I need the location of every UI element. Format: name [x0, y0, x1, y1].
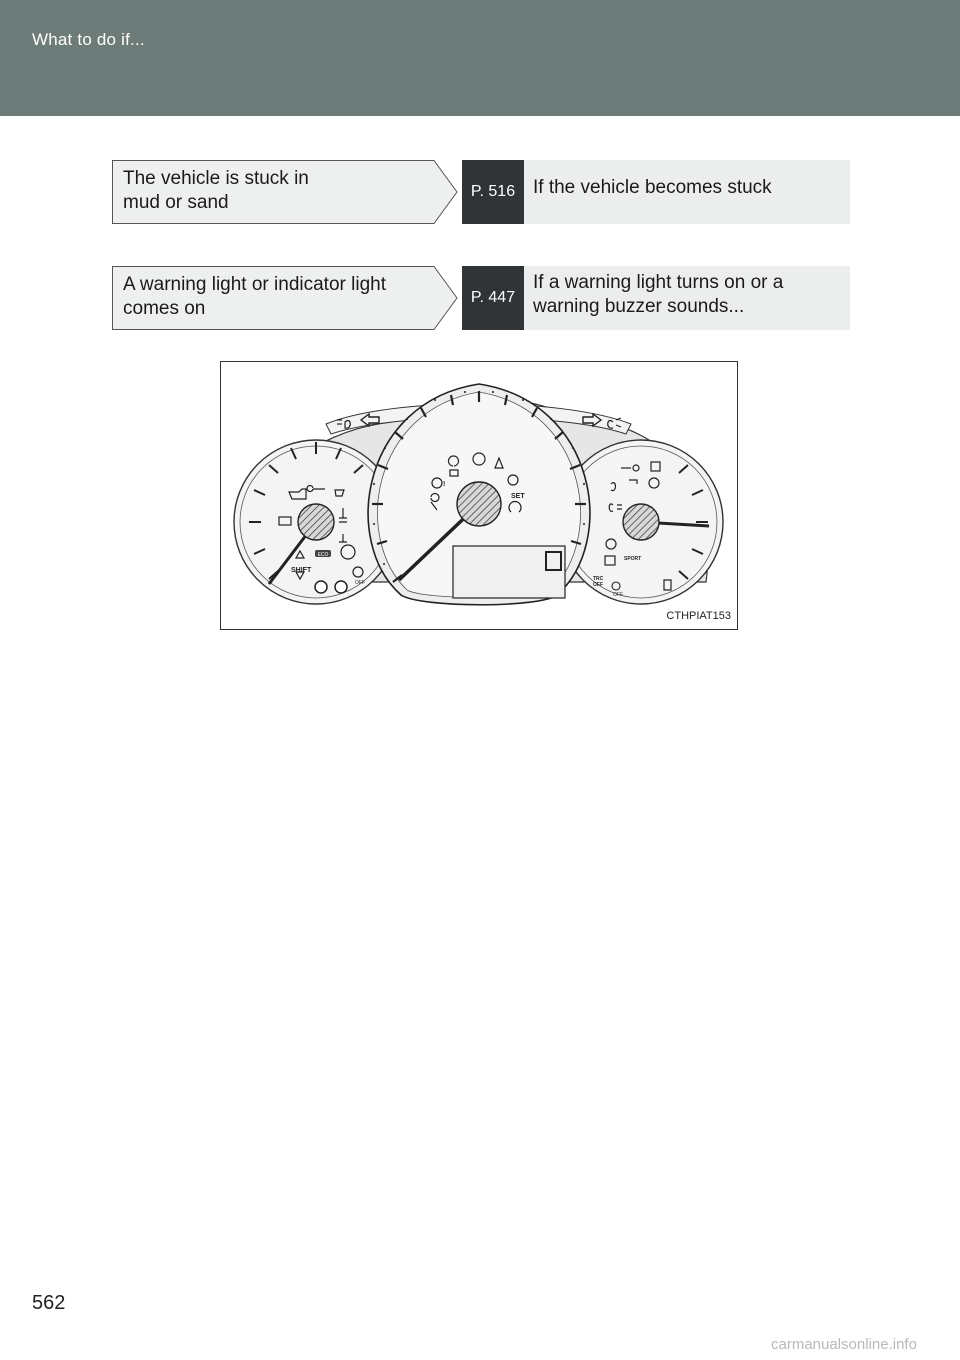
- instrument-cluster-figure: [220, 361, 738, 630]
- reference-row: [112, 266, 850, 330]
- condition-text: The vehicle is stuck in mud or sand: [123, 168, 309, 213]
- action-box: [524, 160, 850, 224]
- trip-knob: [315, 581, 327, 593]
- condition-box: [112, 160, 458, 224]
- multi-information-display: [453, 546, 565, 598]
- page-number: 562: [32, 1292, 66, 1314]
- instrument-cluster-illustration: [221, 362, 739, 631]
- trc-off-label-second-line: OFF: [593, 582, 603, 588]
- section-title: What to do if...: [32, 30, 145, 49]
- reference-row: [112, 160, 850, 224]
- set-label: SET: [511, 493, 525, 500]
- figure-code: CTHPIAT153: [666, 610, 731, 622]
- page-header: [0, 0, 960, 116]
- shift-label: SHIFT: [291, 567, 312, 574]
- action-text: If a warning light turns on or a warning buzzer sounds...: [533, 272, 784, 317]
- condition-text: A warning light or indicator light comes on: [123, 274, 386, 319]
- page-reference[interactable]: P. 516: [462, 160, 524, 224]
- svg-text:!: !: [443, 481, 446, 488]
- fuel-hub: [623, 504, 659, 540]
- auto-off-label: OFF: [355, 580, 365, 586]
- action-box: [524, 266, 850, 330]
- condition-box: [112, 266, 458, 330]
- page-reference[interactable]: P. 447: [462, 266, 524, 330]
- action-text: If the vehicle becomes stuck: [533, 177, 772, 198]
- speedometer-hub: [457, 482, 501, 526]
- watermark: carmanualsonline.info: [771, 1336, 917, 1353]
- trc-off-label: TRC: [593, 576, 604, 582]
- eco-label: ECO: [317, 552, 329, 558]
- vsc-off-label: OFF: [613, 592, 623, 598]
- sport-label: SPORT: [624, 556, 642, 562]
- tachometer-hub: [298, 504, 334, 540]
- odo-knob: [335, 581, 347, 593]
